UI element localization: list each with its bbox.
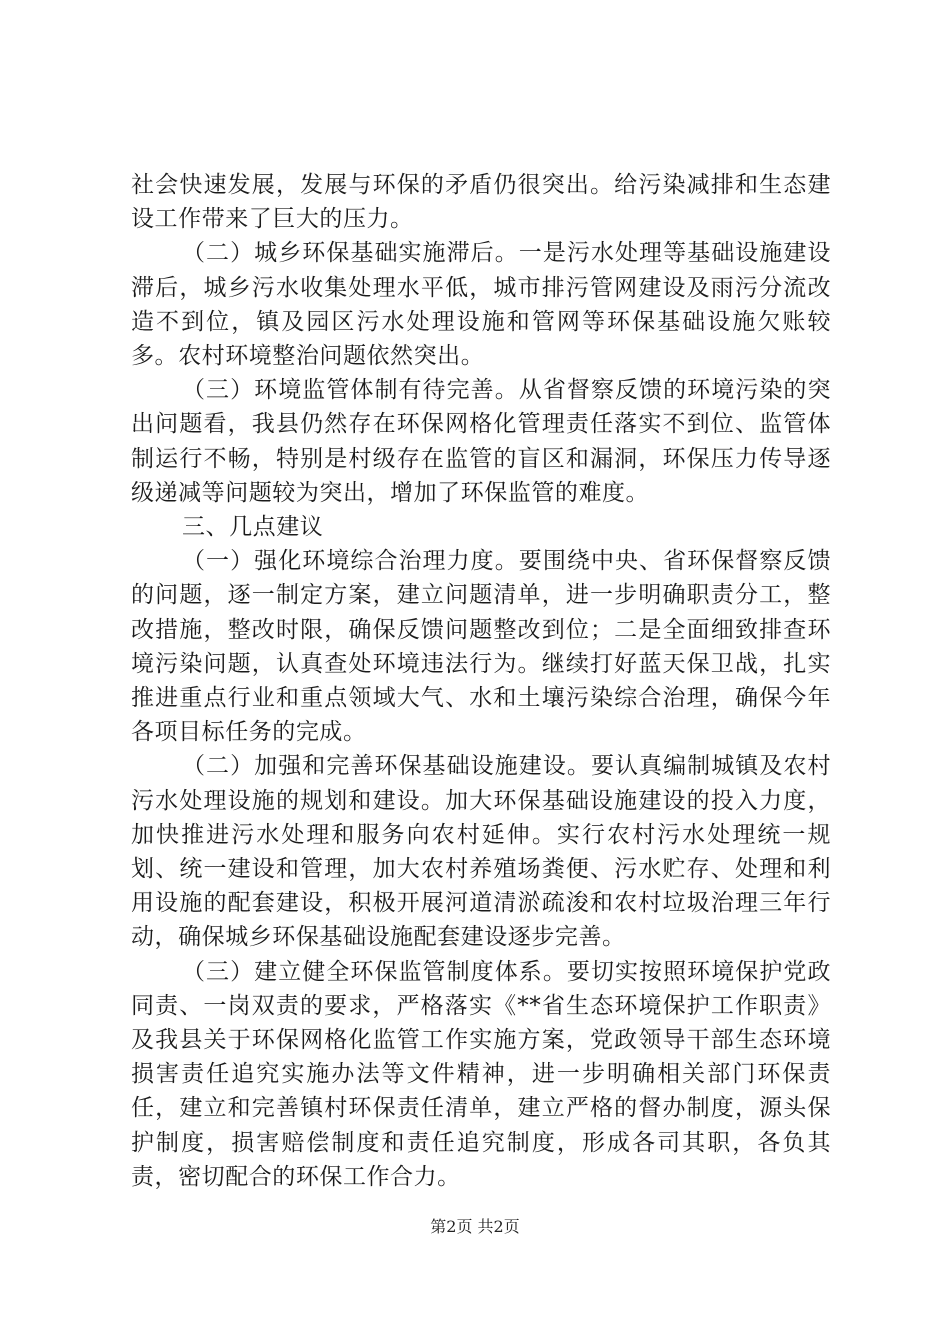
page-footer: 第2页 共2页 — [430, 1217, 520, 1236]
section-heading-3: 三、几点建议 — [182, 514, 324, 541]
paragraph-section-3-item-1: （一）强化环境综合治理力度。要围绕中央、省环保督察反馈的问题，逐一制定方案，建立问题清单，进一步明确职责分工，整改措施，整改时限，确保反馈问题整改到位；二是全面细致排查环境污染问题，认真查处环境违法行为。继续打好蓝天保卫战，扎实推进重点行业和重点领域大气、水和土壤污染综合治理，确保今年各项目标任务的完成。 — [131, 548, 831, 746]
paragraph-section-3-item-3: （三）建立健全环保监管制度体系。要切实按照环境保护党政同责、一岗双责的要求，严格落实《**省生态环境保护工作职责》及我县关于环保网格化监管工作实施方案，党政领导干部生态环境损害责任追究实施办法等文件精神，进一步明确相关部门环保责任，建立和完善镇村环保责任清单，建立严格的督办制度，源头保护制度，损害赔偿制度和责任追究制度，形成各司其职，各负其责，密切配合的环保工作合力。 — [131, 958, 831, 1190]
paragraph-continuation: 社会快速发展，发展与环保的矛盾仍很突出。给污染减排和生态建设工作带来了巨大的压力。 — [131, 172, 831, 233]
paragraph-section-3-item-2: （二）加强和完善环保基础设施建设。要认真编制城镇及农村污水处理设施的规划和建设。加大环保基础设施建设的投入力度，加快推进污水处理和服务向农村延伸。实行农村污水处理统一规划、统一建设和管理，加大农村养殖场粪便、污水贮存、处理和利用设施的配套建设，积极开展河道清淤疏浚和农村垃圾治理三年行动，确保城乡环保基础设施配套建设逐步完善。 — [131, 753, 831, 951]
paragraph-section-2-item-3: （三）环境监管体制有待完善。从省督察反馈的环境污染的突出问题看，我县仍然存在环保网格化管理责任落实不到位、监管体制运行不畅，特别是村级存在监管的盲区和漏洞，环保压力传导逐级递减等问题较为突出，增加了环保监管的难度。 — [131, 377, 831, 506]
document-body — [131, 168, 831, 1194]
paragraph-section-2-item-2: （二）城乡环保基础实施滞后。一是污水处理等基础设施建设滞后，城乡污水收集处理水平低，城市排污管网建设及雨污分流改造不到位，镇及园区污水处理设施和管网等环保基础设施欠账较多。农村环境整治问题依然突出。 — [131, 240, 831, 370]
